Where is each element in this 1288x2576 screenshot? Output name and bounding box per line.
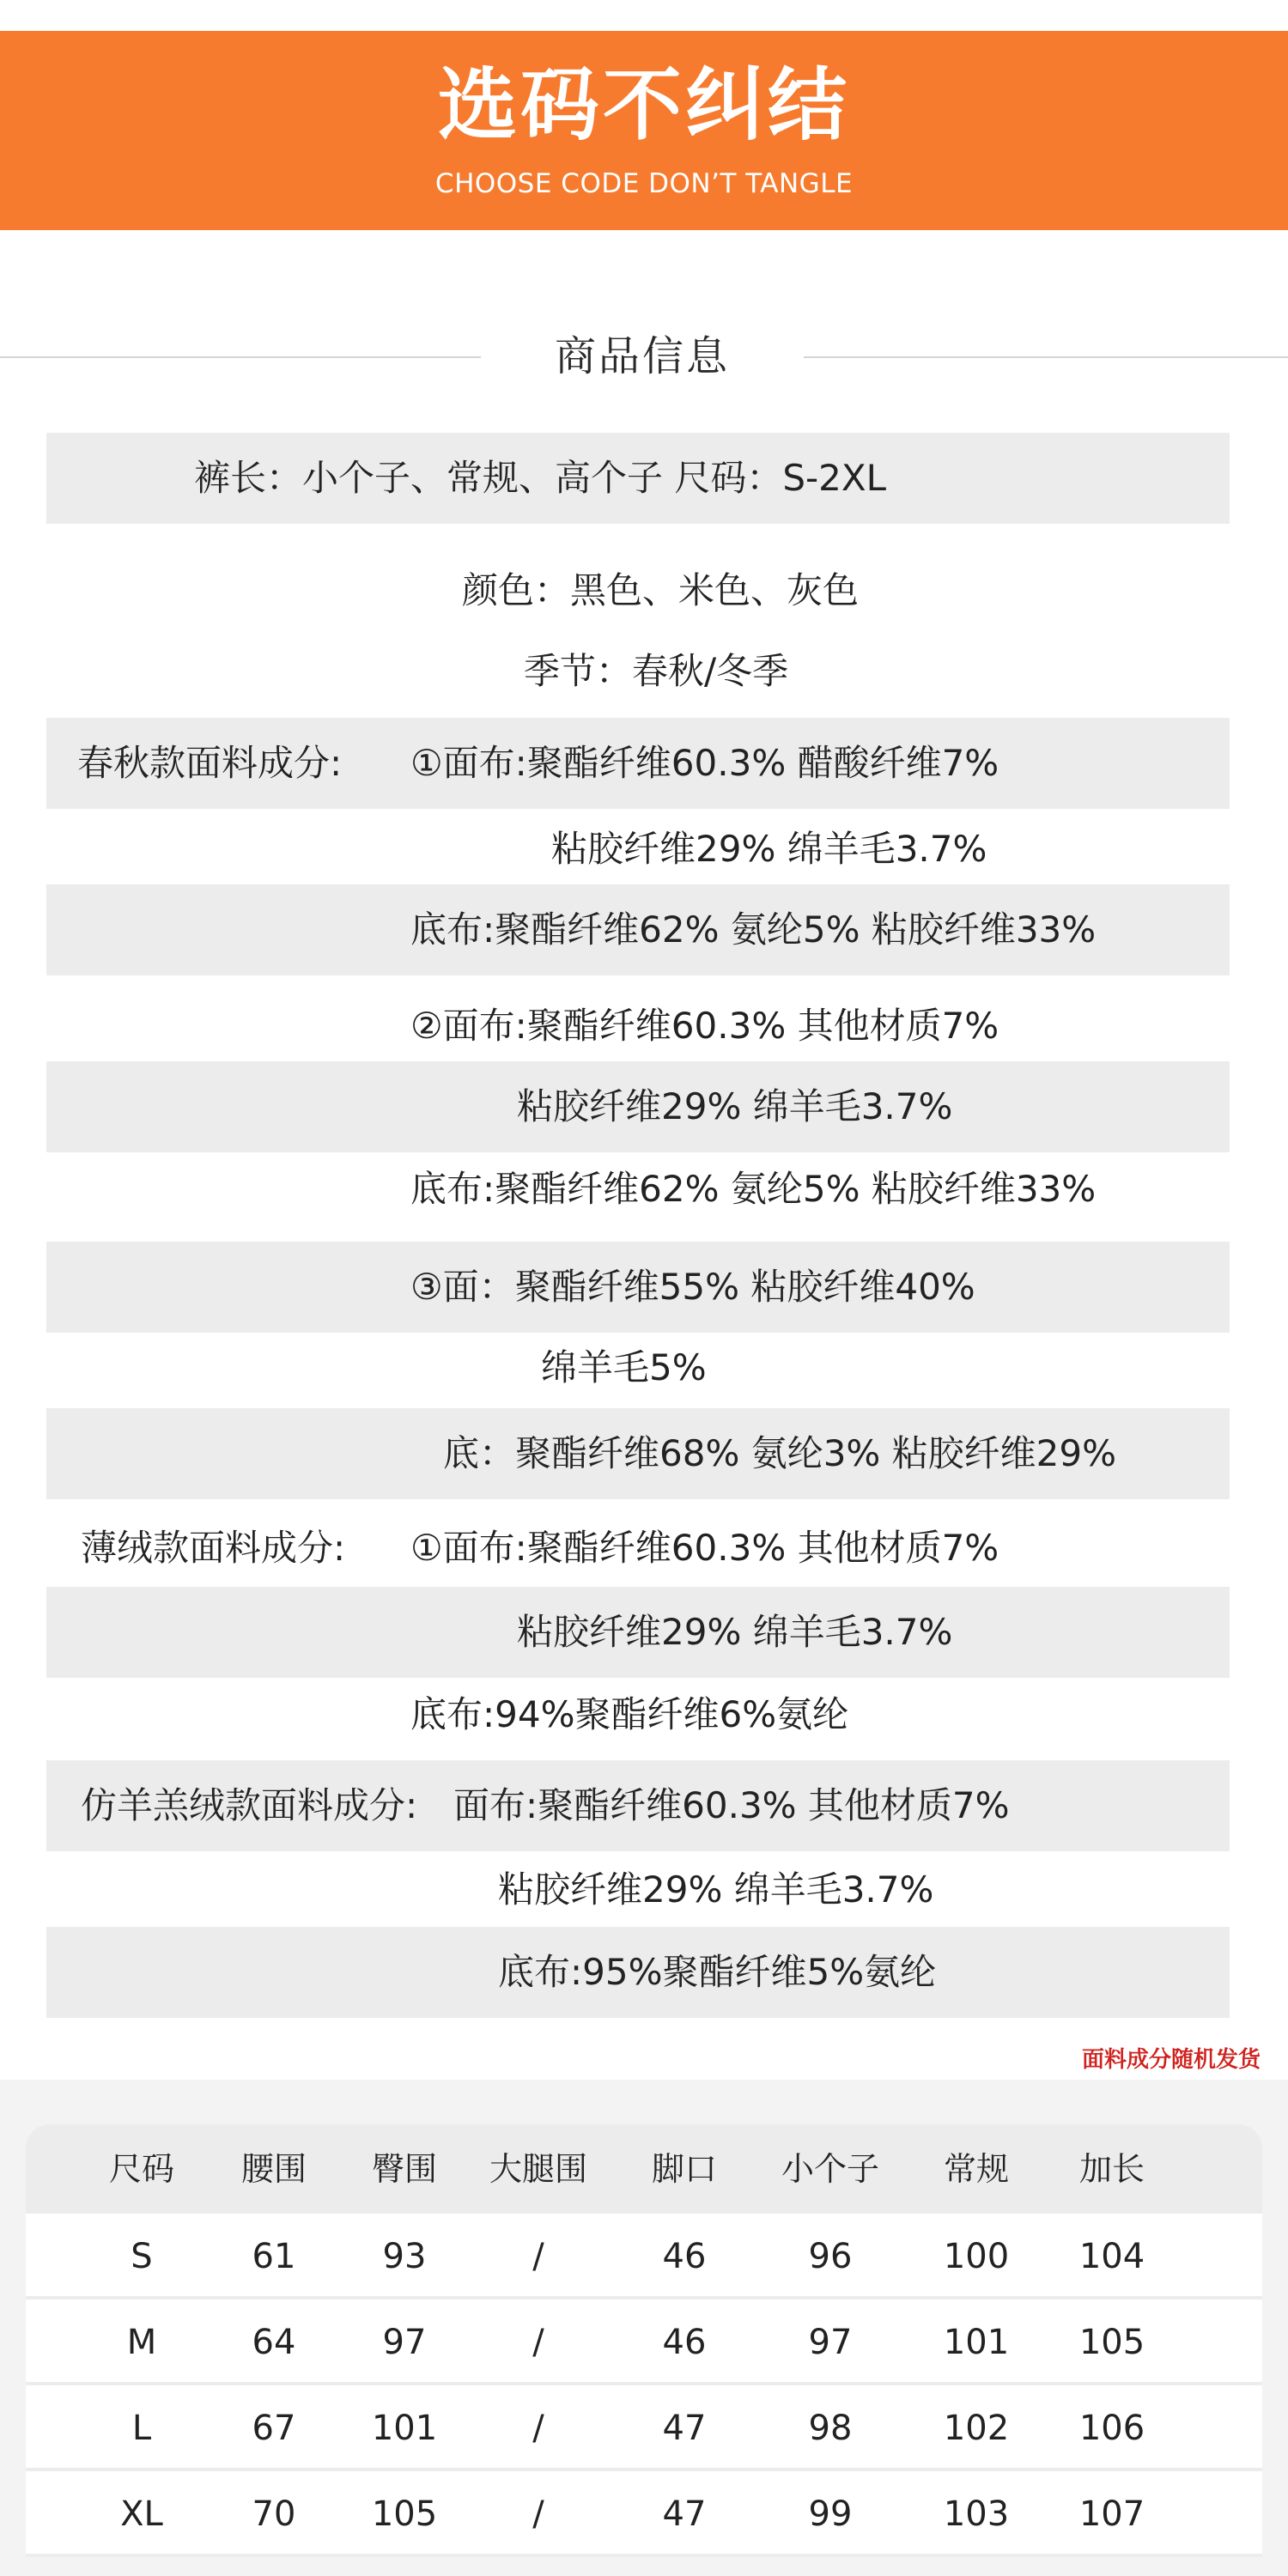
info-text: 绵羊毛5%	[541, 1346, 707, 1388]
info-row	[46, 1144, 1230, 1235]
table-cell: XL	[120, 2494, 163, 2534]
column-header: 尺码	[108, 2150, 174, 2188]
table-cell: 64	[252, 2323, 296, 2362]
section-title: 商品信息	[554, 332, 730, 380]
divider-right	[804, 356, 1288, 358]
table-cell: 101	[943, 2323, 1010, 2362]
info-text: 颜色：黑色、米色、灰色	[462, 569, 860, 611]
info-text: 面布:聚酯纤维60.3% 其他材质7%	[453, 1784, 1010, 1826]
info-text: 粘胶纤维29% 绵羊毛3.7%	[517, 1085, 953, 1127]
table-cell: S	[131, 2237, 153, 2276]
info-text: 底：聚酯纤维68% 氨纶3% 粘胶纤维29%	[443, 1432, 1117, 1474]
table-cell: 70	[252, 2494, 296, 2534]
table-cell: 97	[382, 2323, 427, 2362]
column-header: 加长	[1078, 2150, 1145, 2188]
info-row	[46, 1408, 1230, 1499]
info-row	[46, 1061, 1230, 1152]
table-cell: 61	[252, 2237, 296, 2276]
table-cell: 101	[371, 2409, 438, 2448]
table-cell: 47	[662, 2409, 707, 2448]
table-cell: 46	[662, 2237, 707, 2276]
info-row	[46, 630, 1230, 713]
info-text: 底布:95%聚酯纤维5%氨纶	[498, 1951, 937, 1993]
info-text: ①面布:聚酯纤维60.3% 醋酸纤维7%	[410, 742, 999, 784]
table-cell: L	[131, 2409, 152, 2448]
section-heading	[0, 328, 1288, 385]
header-banner	[0, 31, 1288, 230]
fabric-random-note: 面料成分随机发货	[1081, 2047, 1261, 2073]
info-text: 粘胶纤维29% 绵羊毛3.7%	[498, 1868, 934, 1911]
column-header: 腰围	[240, 2150, 307, 2188]
table-cell: 46	[662, 2323, 707, 2362]
table-cell: /	[532, 2409, 544, 2448]
info-row	[46, 1760, 1230, 1851]
info-row	[46, 981, 1230, 1072]
info-row	[46, 804, 1230, 895]
info-row	[46, 550, 1230, 632]
info-text: 底布:94%聚酯纤维6%氨纶	[410, 1693, 849, 1735]
info-text: ①面布:聚酯纤维60.3% 其他材质7%	[410, 1527, 999, 1569]
divider-left	[0, 356, 481, 358]
info-text: ③面：聚酯纤维55% 粘胶纤维40%	[410, 1266, 975, 1308]
table-cell: 47	[662, 2494, 707, 2534]
column-header: 小个子	[781, 2150, 879, 2188]
table-cell: 100	[943, 2237, 1010, 2276]
table-cell: 105	[371, 2494, 438, 2534]
info-text: 粘胶纤维29% 绵羊毛3.7%	[517, 1611, 953, 1653]
info-row	[46, 1927, 1230, 2018]
info-row	[46, 1844, 1230, 1935]
table-row	[26, 2214, 1262, 2300]
table-row	[26, 2300, 1262, 2385]
info-row	[46, 1242, 1230, 1333]
info-label: 仿羊羔绒款面料成分:	[81, 1784, 418, 1826]
size-chart-panel	[0, 2080, 1288, 2576]
table-cell: 107	[1078, 2494, 1145, 2534]
info-row	[46, 884, 1230, 975]
info-text: ②面布:聚酯纤维60.3% 其他材质7%	[410, 1005, 999, 1047]
info-label: 春秋款面料成分:	[77, 742, 343, 784]
table-cell: /	[532, 2237, 544, 2276]
column-header: 臀围	[371, 2150, 437, 2188]
table-cell: 98	[808, 2409, 853, 2448]
table-cell: 67	[252, 2409, 296, 2448]
table-cell: /	[532, 2323, 544, 2362]
table-header-row	[26, 2124, 1262, 2214]
table-cell: 104	[1078, 2237, 1145, 2276]
table-cell: 96	[808, 2237, 853, 2276]
table-cell: 93	[382, 2237, 427, 2276]
info-text: 底布:聚酯纤维62% 氨纶5% 粘胶纤维33%	[410, 908, 1097, 951]
banner-subtitle: CHOOSE CODE DON’T TANGLE	[434, 168, 854, 199]
info-row	[46, 433, 1230, 524]
table-row	[26, 2385, 1262, 2471]
column-header: 常规	[943, 2150, 1009, 2188]
table-cell: 105	[1078, 2323, 1145, 2362]
info-text: 底布:聚酯纤维62% 氨纶5% 粘胶纤维33%	[410, 1168, 1097, 1210]
table-cell: 102	[943, 2409, 1010, 2448]
info-text: 季节：春秋/冬季	[524, 650, 789, 692]
info-row	[46, 1322, 1230, 1413]
table-cell: 103	[943, 2494, 1010, 2534]
info-row	[46, 1669, 1230, 1760]
info-row	[46, 718, 1230, 809]
column-header: 脚口	[651, 2150, 717, 2188]
table-cell: M	[126, 2323, 157, 2362]
table-cell: 97	[808, 2323, 853, 2362]
banner-title: 选码不纠结	[437, 59, 850, 151]
info-text: 粘胶纤维29% 绵羊毛3.7%	[551, 828, 987, 870]
info-text: 裤长：小个子、常规、高个子 尺码：S-2XL	[194, 457, 887, 499]
table-cell: 99	[808, 2494, 853, 2534]
info-label: 薄绒款面料成分:	[81, 1527, 346, 1569]
table-cell: 106	[1078, 2409, 1145, 2448]
info-row	[46, 1587, 1230, 1678]
table-row	[26, 2471, 1262, 2557]
size-table	[26, 2124, 1262, 2557]
column-header: 大腿围	[489, 2150, 587, 2188]
info-row	[46, 1503, 1230, 1594]
table-cell: /	[532, 2494, 544, 2534]
